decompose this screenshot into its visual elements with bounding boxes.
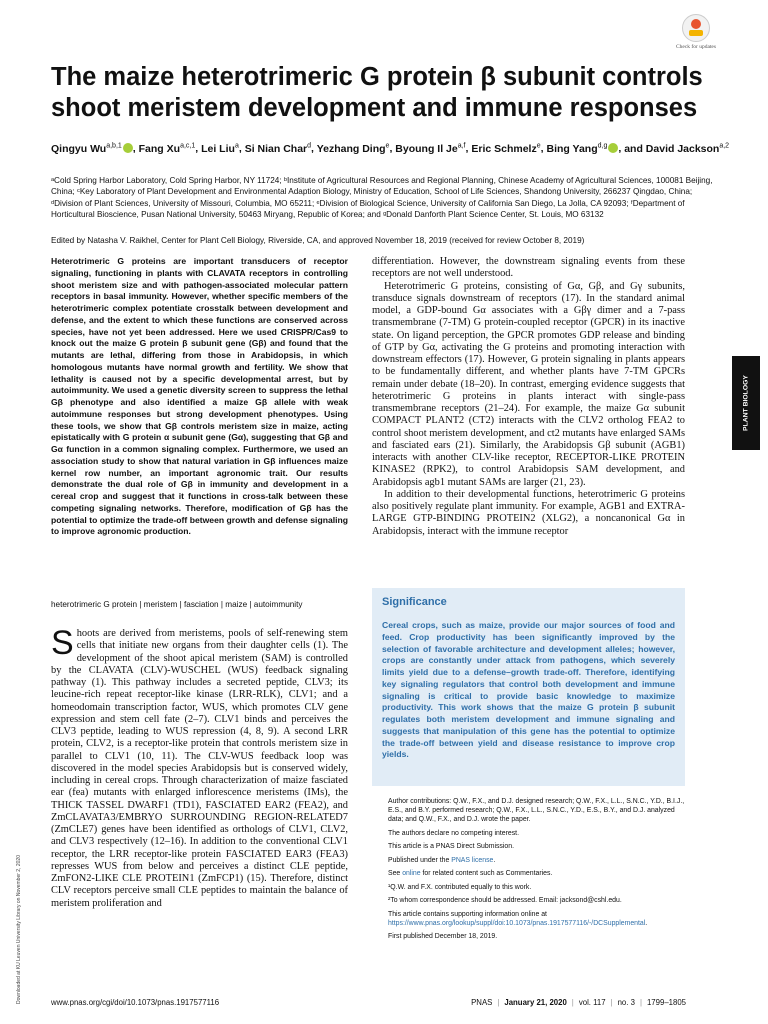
equal-contribution-note: ¹Q.W. and F.X. contributed equally to this work. (388, 883, 532, 891)
author-contributions: Author contributions: Q.W., F.X., and D.J. designed research; Q.W., F.X., L.L., S.N.C., Y.D., B.I.J., E.S., and B.Y. performed research; Q.W., F.X., L.L., S.N.C., Y.D., E.S., B.Y., and D.J. analyzed data; and Q.W., F.X., and D.J. wrote the paper. (388, 798, 685, 823)
introduction-text (51, 624, 348, 910)
license-prefix: Published under the (388, 856, 452, 864)
author-name: Bing Yang (546, 142, 598, 155)
author[interactable] (546, 143, 618, 155)
author-name: Byoung Il Je (395, 142, 458, 155)
significance-heading: Significance (382, 596, 447, 608)
first-published: First published December 18, 2019. (388, 933, 498, 940)
section-tab-label: PLANT BIOLOGY (742, 375, 750, 431)
issue: no. 3 (617, 998, 635, 1007)
author-affiliation-marker: a (234, 142, 239, 149)
page-range: 1799–1805 (646, 998, 686, 1007)
author-list: Qingyu Wu$^{a,b,1}$ , Fang Xu$^{a,c,1}$, Lei Liu$^a$, Si Nian Char$^d$, Yezhang Ding$^e$, Byoung Il Je$^{a,f}$, Eric Schmelz$^e$, Bing Yang$^{d,g}$ , and David Jackson$^{a,2}$ (51, 142, 730, 155)
online-link[interactable]: online (402, 870, 421, 877)
article-notes (388, 797, 688, 946)
author-name: Eric Schmelz (471, 142, 537, 155)
author[interactable] (201, 143, 239, 155)
author-name: Si Nian Char (244, 142, 308, 155)
supp-suffix: . (645, 919, 648, 927)
paragraph: differentiation. However, the downstream signaling events from these receptors are not well understood. (372, 256, 685, 280)
keywords: heterotrimeric G protein | meristem | fasciation | maize | autoimmunity (51, 600, 303, 609)
see-prefix: See (388, 870, 403, 877)
author[interactable] (317, 143, 390, 155)
article-title: The maize heterotrimeric G protein β subunit controls shoot meristem development and immune responses (51, 63, 703, 122)
supp-prefix: This article contains supporting information online at (388, 910, 547, 918)
author[interactable] (395, 143, 465, 155)
author-affiliation-marker: a,f (457, 142, 466, 149)
check-updates-label: Check for updates (676, 44, 717, 50)
check-for-updates-badge[interactable] (676, 14, 716, 50)
abstract: Heterotrimeric G proteins are important transducers of receptor signaling, functioning in plants with CLAVATA receptors in controlling shoot meristem size and with pathogen-associated molecular pattern receptors in basal immunity. However, whether specific members of the heterotrimeric complex potentiate crosstalk between development and defense, and the extent to which these functions are conserved across species, have not yet been addressed. Here we used CRISPR/Cas9 to knock out the maize G protein β subunit gene (Gβ) and found that the mutants are lethal, differing from those in Arabidopsis, in which homologous mutants have normal growth and fertility. We show that lethality is caused not by a specific developmental arrest, but by autoimmunity. We used a genetic diversity screen to suppress the lethal Gβ phenotype and also identified a maize Gβ allele with weak autoimmune responses but strong development phenotypes. Using these tools, we show that Gβ controls meristem size in maize, acting epistatically with G protein α subunit gene (Gα), suggesting that Gβ and Gα function in a common signaling complex. Furthermore, we used an association study to show that natural variation in Gβ influences maize kernel row number, an important agronomic trait. Our results demonstrate the dual role of Gβ in immunity and development in a cereal crop and suggest that it functions in cross-talk between these competing signaling networks. Therefore, modification of Gβ has the potential to optimize the trade-off between growth and defense signaling to improve agronomic production. (51, 256, 348, 537)
issue-date: January 21, 2020 (504, 998, 567, 1007)
author-name: Qingyu Wu (51, 142, 107, 155)
volume: vol. 117 (578, 998, 606, 1007)
author-affiliation-marker: e (385, 142, 390, 149)
author-name: Lei Liu (201, 142, 235, 155)
author-affiliation-marker: a,2 (719, 142, 730, 149)
author[interactable] (139, 143, 196, 155)
paragraph: Heterotrimeric G proteins, consisting of Gα, Gβ, and Gγ subunits, transduce signals downstream of receptors (17). In the standard animal model, a GDP-bound Gα associates with a Gβγ dimer and a 7-pass transmembrane (7-TM) G protein-coupled receptor (GPCR) in its inactive state. On ligand perception, the GPCR promotes GDP release and binding of GTP by Gα, activating the G proteins and promoting interaction with downstream effectors (17). However, G protein signaling in plants appears to be fundamentally different, and whether plants have 7-TM GPCRs remain under debate (18–20). In contrast, emerging evidence suggests that heterotrimeric G proteins in plants interact with single-pass transmembrane receptors (21–24). For example, the maize Gα subunit COMPACT PLANT2 (CT2) interacts with the CLV2 ortholog FEA2 to control shoot meristem development, and ct2 mutants have enlarged SAMs and fasciated ears (21). Similarly, the Arabidopsis Gβ subunit (AGB1) interacts with another CLV-like receptor, RECEPTOR-LIKE PROTEIN KINASE2 (RPK2), to control Arabidopsis SAM development, and Arabidopsis agb1 mutant SAMs are larger (21, 23). (372, 280, 685, 488)
author-affiliation-marker: a,b,1 (106, 142, 122, 149)
author-affiliation-marker: e (536, 142, 541, 149)
license-link[interactable]: PNAS license (451, 856, 494, 864)
author-affiliation-marker: d,g (597, 142, 608, 149)
author-affiliation-marker: d (307, 142, 312, 149)
drop-cap: S (51, 624, 74, 662)
author-name: Fang Xu (138, 142, 181, 155)
paragraph: In addition to their developmental functions, heterotrimeric G proteins also positively regulate plant immunity. For example, AGB1 and EXTRA-LARGE GTP-BINDING PROTEIN2 (XLG2), a noncanonical Gα in Arabidopsis, interact with the immune receptor (372, 488, 685, 537)
competing-interest: The authors declare no competing interest. (388, 829, 519, 837)
doi-url[interactable]: www.pnas.org/cgi/doi/10.1073/pnas.1917577116 (51, 998, 220, 1007)
orcid-icon[interactable] (123, 143, 133, 153)
download-watermark: Downloaded at KU Leuven University Library on November 2, 2020 (16, 855, 22, 1004)
crossmark-icon (682, 14, 710, 42)
correspondence-note: ²To whom correspondence should be addressed. Email: jacksond@cshl.edu. (388, 897, 622, 904)
significance-box (372, 588, 685, 786)
direct-submission: This article is a PNAS Direct Submission. (388, 843, 514, 850)
author[interactable] (471, 143, 540, 155)
journal-name: PNAS (471, 998, 493, 1007)
author-name: and David Jackson (624, 142, 720, 155)
license-suffix: . (493, 856, 496, 864)
supplementary-link[interactable]: https://www.pnas.org/lookup/suppl/doi:10.1073/pnas.1917577116/-/DCSupplemental (388, 919, 646, 927)
journal-footer: PNAS | January 21, 2020 | vol. 117 | no. 3 | 1799–1805 (471, 998, 686, 1007)
introduction-body: hoots are derived from meristems, pools of self-renewing stem cells that initiate new organs from their daughter cells (1). The development of the shoot apical meristem (SAM) is controlled by the CLAVATA (CLV)-WUSCHEL (WUS) feedback signaling pathway (1). This pathway includes a secreted peptide, CLV3; its leucine-rich repeat receptor-like kinase (LRR-RLK), CLV1; and a homeodomain transcription factor, WUS, which promotes CLV gene expression and stem cell fate (2–7). CLV1 binds and perceives the CLV3 peptide, leading to WUS repression (4, 8, 9). A second LRR protein, CLV2, is a receptor-like protein that controls meristem size in parallel to CLV1 (10, 11). The CLV-WUS feedback loop was discovered in the model species Arabidopsis but is conserved widely, including in cereal crops. Through characterization of maize fasciated ear (fea) mutants with enlarged inflorescence meristems (IMs), the THICK TASSEL DWARF1 (TD1), FASCIATED EAR2 (FEA2), and ZmCLAVATA3/EMBRYO SURROUNDING REGION-RELATED7 (ZmCLE7) genes have been identified as orthologs of CLV1, CLV2, and CLV3 respectively (12–16). In addition to the conventional CLV1 receptor, the LRR receptor-like protein FASCIATED EAR3 (FEA3) represses WUS from below and perceives a distinct CLE peptide, ZmFON2-LIKE CLE PROTEIN1 (ZmFCP1) (15). Therefore, distinct CLV receptors perceive small CLE peptides to maintain the balance of meristem proliferation and (51, 628, 348, 909)
author[interactable] (51, 143, 133, 155)
edited-by-line: Edited by Natasha V. Raikhel, Center for Plant Cell Biology, Riverside, CA, and approved November 18, 2019 (received for review October 8, 2019) (51, 236, 585, 245)
license-note (388, 856, 688, 865)
author[interactable] (245, 143, 311, 155)
author-name: Yezhang Ding (316, 142, 386, 155)
section-tab (732, 356, 760, 450)
author-affiliation-marker: a,c,1 (180, 142, 196, 149)
supplementary-note (388, 910, 688, 928)
right-column-text (372, 256, 685, 538)
significance-body: Cereal crops, such as maize, provide our major sources of food and feed. Crop productivity has been significantly improved by the selection of favorable architecture and development alleles; however, crops are constantly under attack from pathogens, which severely limits yield due to a defense–growth trade-off. Therefore, identifying key signaling regulators that control both development and immune signaling is critical to provide basic knowledge to maximize productivity. This work shows that the maize G protein β subunit regulates both meristem development and immune signaling and suggests that manipulation of this gene has the potential to optimize the trade-off between yield and disease resistance to improve crop yields. (382, 620, 675, 760)
orcid-icon[interactable] (608, 143, 618, 153)
author[interactable] (624, 143, 729, 155)
affiliations: ᵃCold Spring Harbor Laboratory, Cold Spring Harbor, NY 11724; ᵇInstitute of Agricultural Resources and Regional Planning, Chinese Academy of Agricultural Sciences, 100081 Beijing, China; ᶜKey Laboratory of Plant Development and Environmental Adaption Biology, Ministry of Education, School of Life Sciences, Shandong University, 266237 Qingdao, China; ᵈDivision of Plant Sciences, University of Missouri, Columbia, MO 65211; ᵉDivision of Biological Science, University of California San Diego, La Jolla, CA 92093; ᶠDepartment of Horticultural Bioscience, Pusan National University, 50463 Miryang, Republic of Korea; and ᵍDonald Danforth Plant Science Center, St. Louis, MO 63132 (51, 176, 713, 219)
see-suffix: for related content such as Commentaries. (420, 870, 553, 877)
related-content-note (388, 869, 688, 878)
